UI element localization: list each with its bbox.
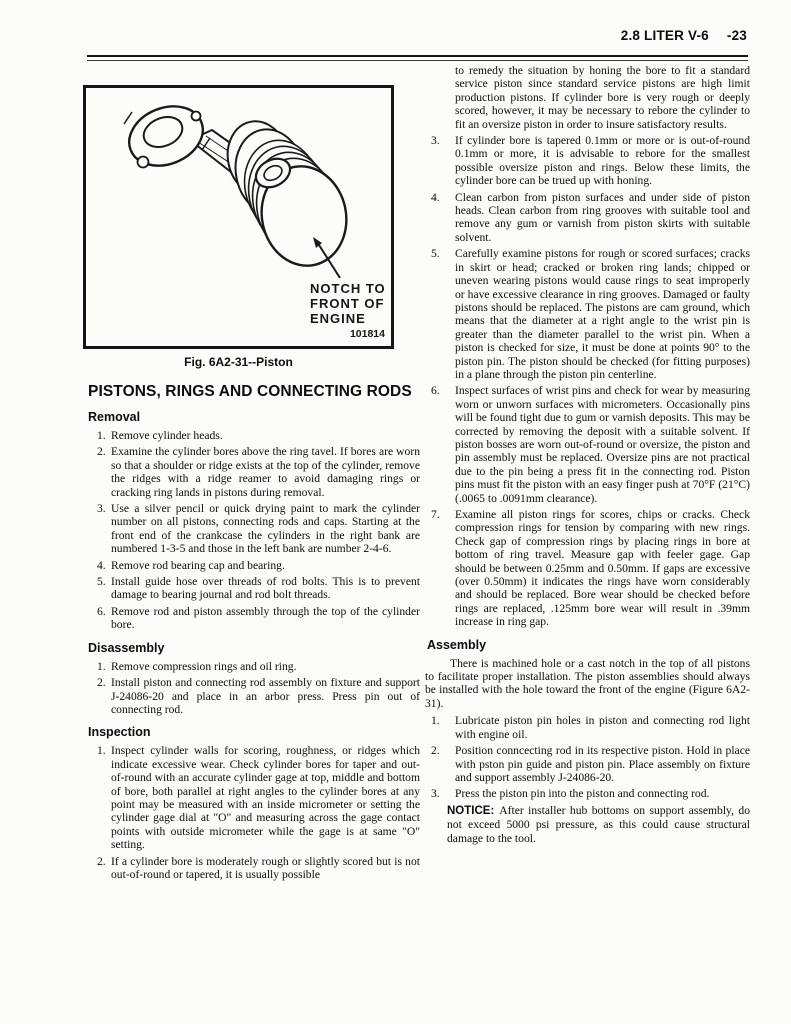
list-item — [425, 134, 750, 188]
list-item — [86, 855, 420, 882]
heading-removal: Removal — [88, 410, 141, 424]
removal-list — [86, 429, 420, 632]
inspection-list-continued — [425, 134, 750, 629]
assembly-list — [425, 714, 750, 800]
list-item — [425, 714, 750, 741]
item-text: Install guide hose over threads of rod bolts. This is to prevent damage to bearing journal and rod bolt threads. — [111, 575, 420, 602]
item-number: 2. — [97, 676, 106, 690]
item-number: 3. — [97, 502, 106, 516]
list-item — [425, 744, 750, 784]
item-number: 4. — [97, 558, 106, 572]
item-number: 4. — [431, 190, 440, 204]
notice-text: After installer hub bottoms on support assembly, do not exceed 5000 psi pressure, as this could cause structural damage to the tool. — [447, 803, 750, 845]
item-number: 1. — [97, 659, 106, 673]
item-number: 3. — [431, 787, 440, 801]
item-text: Press the piston pin into the piston and connecting rod. — [455, 787, 710, 801]
list-item — [425, 508, 750, 629]
list-item — [86, 676, 420, 716]
item-text: If cylinder bore is tapered 0.1mm or more or is out-of-round 0.1mm or more, it is advisable to rebore for the smallest possible oversize piston and rings. Below these limits, the cylinder bore can be trued up with honing. — [455, 134, 750, 188]
heading-assembly: Assembly — [427, 637, 487, 652]
heading-inspection: Inspection — [88, 725, 151, 740]
item-number: 2. — [97, 854, 106, 868]
inspection-list — [86, 744, 420, 881]
list-item — [425, 787, 750, 800]
assembly-intro: There is machined hole or a cast notch in the top of all pistons to facilitate proper installation. The piston assemblies should always be installed with the hole toward the front of the engine (Figure 6A2-31). — [425, 656, 750, 710]
notice-label: NOTICE: — [447, 804, 495, 817]
item-text: Examine all piston rings for scores, chips or cracks. Check compression rings for tension by comparing with new rings. Check gap of compression rings by placing rings in bore at bottom of ring travel. Measure gap with feeler gage. Gap should be between 0.25mm and 0.50mm. If gaps are excessive (over 0.50mm) it indicates the rings have worn considerably and should be replaced. Bore wear should be checked before rings are replaced, .125mm bore wear will result in .39mm increase in ring gap. — [455, 508, 750, 629]
list-item — [86, 429, 420, 442]
item-text: Lubricate piston pin holes in piston and connecting rod light with engine oil. — [455, 714, 750, 741]
item-number: 2. — [431, 744, 440, 758]
item-number: 1. — [97, 429, 106, 442]
header-page-number: -23 — [726, 28, 747, 43]
item-text: Install piston and connecting rod assembly on fixture and support J-24086-20 and place in an arbor press. Press pin out of connecting rod. — [111, 676, 420, 716]
item-text: Clean carbon from piston surfaces and under side of piston heads. Clean carbon from ring grooves with suitable tool and remove any gum or varnish from piston skirts with suitable solvent. — [455, 190, 750, 244]
item-text: Remove rod and piston assembly through the top of the cylinder bore. — [111, 604, 420, 632]
heading-disassembly: Disassembly — [88, 640, 165, 655]
figure-caption: Fig. 6A2-31--Piston — [184, 355, 293, 369]
list-item — [425, 247, 750, 381]
item-number: 5. — [97, 575, 106, 589]
figure-part-number: 101814 — [349, 328, 385, 340]
header-rule — [87, 55, 748, 61]
callout-label-line2: FRONT OF — [310, 296, 385, 311]
right-column — [425, 64, 750, 845]
item-text: Remove cylinder heads. — [111, 429, 223, 442]
list-item — [86, 744, 420, 851]
section-title: PISTONS, RINGS AND CONNECTING RODS — [88, 383, 412, 400]
item-number: 2. — [97, 445, 106, 459]
item-number: 5. — [431, 247, 440, 261]
list-item — [86, 575, 420, 602]
callout-label-line3: ENGINE — [310, 311, 366, 326]
item-text: Inspect surfaces of wrist pins and check for wear by measuring worn or unworn surfaces with micrometers. Occasionally pins will be found tight due to gum or varnish deposits. This may be corrected by removing the deposit with a suitable solvent. If piston bosses are worn out-of-round or oversize, the piston and pin assembly must be replaced. Oversize pins are not practical due to the pin being a press fit in the connecting rod. Piston pins must fit the piston with an easy finger push at 70°F (21°C) (.0065 to .0091mm clearance). — [455, 384, 750, 505]
item-text: If a cylinder bore is moderately rough or slightly scored but is not out-of-round or tapered, it is usually possible — [111, 854, 420, 881]
list-item — [86, 605, 420, 632]
item-number: 1. — [431, 714, 440, 728]
list-item — [86, 559, 420, 572]
item-text: Position conncecting rod in its respective piston. Hold in place with pston pin guide and piston pin. Place assembly on fixture and support assembly J-24086-20. — [455, 744, 750, 784]
rod-bolt — [138, 157, 149, 168]
disassembly-list — [86, 660, 420, 717]
page-header — [621, 28, 747, 43]
item-text: Inspect cylinder walls for scoring, roughness, or ridges which indicate excessive wear. Check cylinder bores for taper and out-of-round with an accurate cylinder gage at top, middle and bottom of bore, both parallel at right angles to the cylinder bores at any point may be measured with an inside micrometer or setting the cylinder gage dial at "O" and measuring across the gage contact points with outside micrometer while the gage is at same "O" setting. — [111, 744, 420, 852]
item-number: 3. — [431, 134, 440, 148]
continuation-paragraph: to remedy the situation by honing the bore to fit a standard service piston since standard service pistons are high limit production pistons. If cylinder bore is very rough or deeply scored, however, it may be necessary to rebore the cylinder to fit an oversize piston in order to insure satisfactory results. — [455, 64, 750, 131]
left-column — [86, 85, 420, 884]
item-number: 7. — [431, 508, 440, 521]
list-item — [86, 445, 420, 499]
item-number: 1. — [97, 744, 106, 758]
rod-bolt-2 — [192, 112, 201, 121]
item-text: Use a silver pencil or quick drying paint to mark the cylinder number on all pistons, connecting rods and caps. Starting at the front end of the crankcase the cylinders in the right bank are numbered 1-3-5 and those in the left bank are number 2-4-6. — [111, 502, 420, 556]
item-text: Examine the cylinder bores above the ring tavel. If bores are worn so that a shoulder or ridge exists at the top of the cylinder, remove the ridges with a ridge reamer to avoid damaging rings or cracking ring lands in pistons during removal. — [111, 445, 420, 499]
notice-block — [447, 804, 750, 845]
item-number: 6. — [431, 384, 440, 398]
callout-label-line1: NOTCH TO — [310, 281, 386, 296]
list-item — [86, 660, 420, 673]
figure-box — [83, 85, 394, 349]
list-item — [425, 191, 750, 245]
item-text: Remove rod bearing cap and bearing. — [111, 558, 285, 572]
list-item — [425, 384, 750, 505]
item-text: Remove compression rings and oil ring. — [111, 659, 297, 673]
item-text: Carefully examine pistons for rough or scored surfaces; cracks in skirt or head; cracked or broken ring lands; chipped or uneven wearing pistons would cause rings to seat improperly or have excessive clearance in ring grooves. Damaged or faulty pistons should be replaced. The pistons are cam ground, which means that the diameter at a right angle to the wrist pin is greater than the diameter parallel to the wrist pin. When a piston is checked for size, it must be done at points 90° to the piston pin. The piston should be checked (for fitting purposes) in a plane through the piston pin centerline. — [455, 247, 750, 381]
list-item — [86, 502, 420, 556]
piston-figure — [86, 88, 391, 346]
item-number: 6. — [97, 604, 106, 618]
header-title: 2.8 LITER V-6 — [620, 28, 709, 43]
